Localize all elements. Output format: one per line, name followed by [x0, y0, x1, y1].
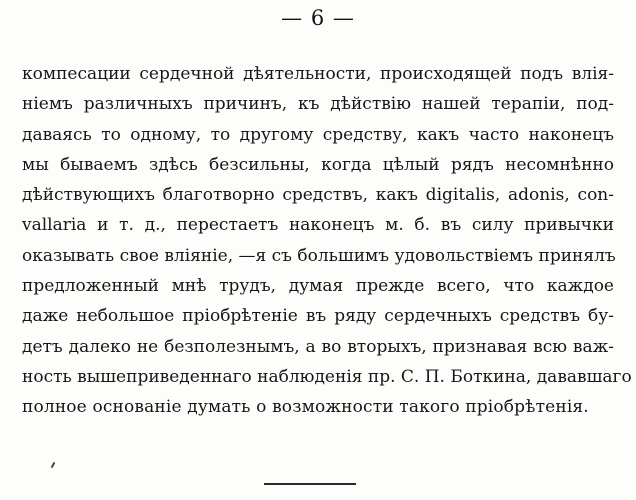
text-line: компесации сердечной дѣятельности, происходящей подъ влія-	[22, 64, 614, 84]
text-line: даваясь то одному, то другому средству, какъ часто наконецъ	[22, 124, 614, 145]
text-line: мы бываемъ здѣсь безсильны, когда цѣлый рядъ несомнѣнно	[22, 154, 614, 175]
page-number: — 6 —	[281, 6, 355, 30]
text-line: vallaria и т. д., перестаетъ наконецъ м. б. въ силу привычки	[22, 215, 614, 236]
body-paragraph	[22, 59, 632, 423]
text-line: оказывать свое вліяніе, —я съ большимъ удовольствіемъ принялъ	[22, 245, 616, 266]
text-line: даже небольшое пріобрѣтеніе въ ряду сердечныхъ средствъ бу-	[22, 306, 614, 327]
text-line: детъ далеко не безполезнымъ, а во вторыхъ, признавая всю важ-	[22, 336, 614, 357]
text-line: полное основаніе думать о возможности такого пріобрѣтенія.	[22, 397, 589, 418]
text-line: дѣйствующихъ благотворно средствъ, какъ digitalis, adonis, con-	[22, 185, 614, 206]
ink-mark	[51, 462, 56, 468]
text-line: предложенный мнѣ трудъ, думая прежде всего, что каждое	[22, 276, 614, 297]
footer-rule	[264, 483, 356, 485]
text-line: ніемъ различныхъ причинъ, къ дѣйствію нашей терапіи, под-	[22, 94, 614, 115]
text-line: ность вышеприведеннаго наблюденія пр. С. П. Боткина, дававшаго	[22, 366, 632, 387]
